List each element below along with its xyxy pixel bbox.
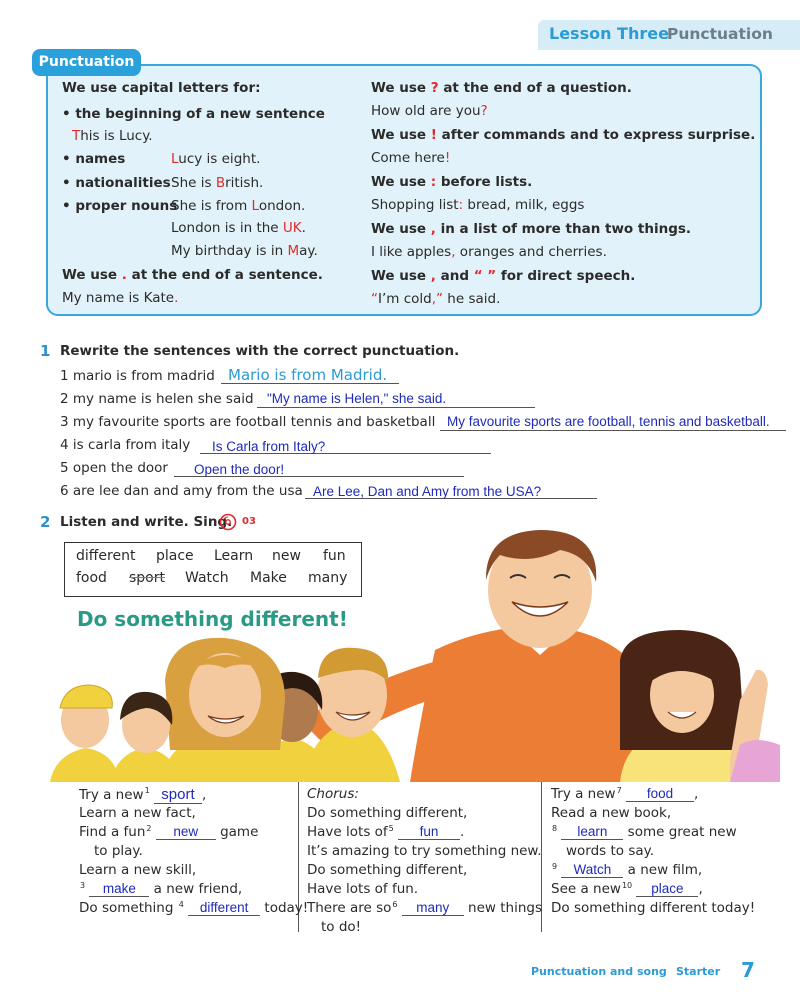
verse1-line1: Try a new$^1$ sport , xyxy=(79,786,207,803)
verse2-line5: $^9$ Watch a new film, xyxy=(552,862,703,878)
bullet-proper-nouns: • proper nouns xyxy=(62,198,178,214)
audio-track-number: 03 xyxy=(242,516,256,527)
exercise-1-number: 1 xyxy=(40,342,51,360)
song-blank-6[interactable]: many xyxy=(402,900,464,916)
verse2-line6: See a new$^{10}$ place , xyxy=(551,881,703,897)
ex1-answer-3: My favourite sports are football, tennis and basketball. xyxy=(447,414,770,429)
exclamation-rule: We use ! after commands and to express surprise. xyxy=(371,127,756,143)
verse1-line5: Learn a new skill, xyxy=(79,862,197,878)
footer-section: Punctuation and song xyxy=(531,965,667,978)
song-title: Do something different! xyxy=(77,607,348,631)
girl-blonde-figure xyxy=(160,638,290,782)
verse2-line7: Do something different today! xyxy=(551,900,756,916)
lesson-title: Lesson Three xyxy=(549,24,669,43)
song-blank-10[interactable]: place xyxy=(636,881,698,897)
chorus-line7: There are $so^6$ many new things xyxy=(307,900,543,916)
colon-rule: We use : before lists. xyxy=(371,174,533,190)
verse1-line6: $^3$ make a new friend, xyxy=(80,881,243,897)
word-bank-item: Make xyxy=(250,570,287,586)
word-bank-item: food xyxy=(76,570,107,586)
song-blank-4[interactable]: different xyxy=(188,900,260,916)
comma-example: I like apples, oranges and cherries. xyxy=(371,244,607,260)
verse2-line2: Read a new book, xyxy=(551,805,672,821)
chorus-line3: Have lots $of^5$ fun . xyxy=(307,824,465,840)
word-bank-item: new xyxy=(272,548,301,564)
exercise-2-number: 2 xyxy=(40,513,51,531)
word-bank-item: place xyxy=(156,548,194,564)
footer-unit: Starter xyxy=(676,965,721,978)
full-stop-rule: We use . at the end of a sentence. xyxy=(62,267,323,283)
chorus-line4: It’s amazing to try something new. xyxy=(307,843,542,859)
ex1-item-2-prompt: 2 my name is helen she said xyxy=(60,391,254,407)
ex1-item-3-prompt: 3 my favourite sports are football tennis and basketball xyxy=(60,414,436,430)
ex1-answer-2: "My name is Helen," she said. xyxy=(267,391,447,406)
ex1-item-5-prompt: 5 open the door xyxy=(60,460,168,476)
song-blank-5[interactable]: fun xyxy=(398,824,460,840)
speech-rule: We use , and “ ” for direct speech. xyxy=(371,268,636,284)
verse2-line3: $^8$ learn some great new xyxy=(552,824,737,840)
ex1-item-1-prompt: 1 mario is from madrid xyxy=(60,368,215,384)
bullet-nationalities: • nationalities xyxy=(62,175,171,191)
verse1-line7: Do something $^4$ different today! xyxy=(79,900,309,916)
comma-rule: We use , in a list of more than two things. xyxy=(371,221,692,237)
punctuation-badge: Punctuation xyxy=(32,49,141,76)
exercise-2-instruction: Listen and write. Sing. xyxy=(60,514,233,530)
chorus-line5: Do something different, xyxy=(307,862,468,878)
song-blank-3[interactable]: make xyxy=(89,881,149,897)
chorus-line6: Have lots of fun. xyxy=(307,881,419,897)
bullet-sentence: • the beginning of a new sentence xyxy=(62,106,325,122)
song-blank-2[interactable]: new xyxy=(156,824,216,840)
word-bank-item: fun xyxy=(323,548,346,564)
chorus-line2: Do something different, xyxy=(307,805,468,821)
lesson-topic: Punctuation xyxy=(667,25,773,43)
question-rule: We use ? at the end of a question. xyxy=(371,80,632,96)
ex1-item-6-prompt: 6 are lee dan and amy from the usa xyxy=(60,483,303,499)
word-bank-item-used: sport xyxy=(129,570,165,586)
exercise-1-instruction: Rewrite the sentences with the correct punctuation. xyxy=(60,343,460,359)
example-london: She is from London. xyxy=(171,198,306,214)
chorus-label: Chorus: xyxy=(307,786,359,802)
word-bank-item: different xyxy=(76,548,136,564)
ex1-answer-6: Are Lee, Dan and Amy from the USA? xyxy=(313,484,542,499)
verse1-line4: to play. xyxy=(94,843,143,859)
song-blank-7[interactable]: food xyxy=(626,786,694,802)
song-blank-1[interactable]: sport xyxy=(154,786,202,804)
ex1-item-4-prompt: 4 is carla from italy xyxy=(60,437,191,453)
ex1-answer-1: Mario is from Madrid. xyxy=(228,366,388,384)
ex1-answer-5: Open the door! xyxy=(194,462,285,477)
speech-example: “I’m cold,” he said. xyxy=(371,291,501,307)
verse1-line3: Find a fun$^2$ new game xyxy=(79,824,259,840)
word-bank-item: Watch xyxy=(185,570,229,586)
example-uk: London is in the UK. xyxy=(171,220,306,236)
ex1-answer-4: Is Carla from Italy? xyxy=(212,439,326,454)
verse1-line2: Learn a new fact, xyxy=(79,805,196,821)
colon-example: Shopping list: bread, milk, eggs xyxy=(371,197,585,213)
verse2-line4: words to say. xyxy=(566,843,655,859)
word-bank-item: Learn xyxy=(214,548,254,564)
full-stop-example: My name is Kate. xyxy=(62,290,179,306)
capitals-intro: We use capital letters for: xyxy=(62,80,261,96)
song-blank-9[interactable]: Watch xyxy=(561,862,623,878)
chorus-line8: to do! xyxy=(321,919,362,935)
girl-right-figure xyxy=(620,630,780,782)
question-example: How old are you? xyxy=(371,103,488,119)
song-blank-8[interactable]: learn xyxy=(561,824,623,840)
verse2-line1: Try a new$^7$ food , xyxy=(551,786,699,802)
example-nationalities: She is British. xyxy=(171,175,264,191)
exclamation-example: Come here! xyxy=(371,150,451,166)
word-bank-item: many xyxy=(308,570,348,586)
example-may: My birthday is in May. xyxy=(171,243,318,259)
boy-cap-figure xyxy=(50,685,120,782)
bullet-names: • names xyxy=(62,151,126,167)
page-number: 7 xyxy=(741,958,755,982)
example-names: Lucy is eight. xyxy=(171,151,261,167)
students-illustration xyxy=(40,520,800,782)
example-sentence: This is Lucy. xyxy=(72,128,153,144)
